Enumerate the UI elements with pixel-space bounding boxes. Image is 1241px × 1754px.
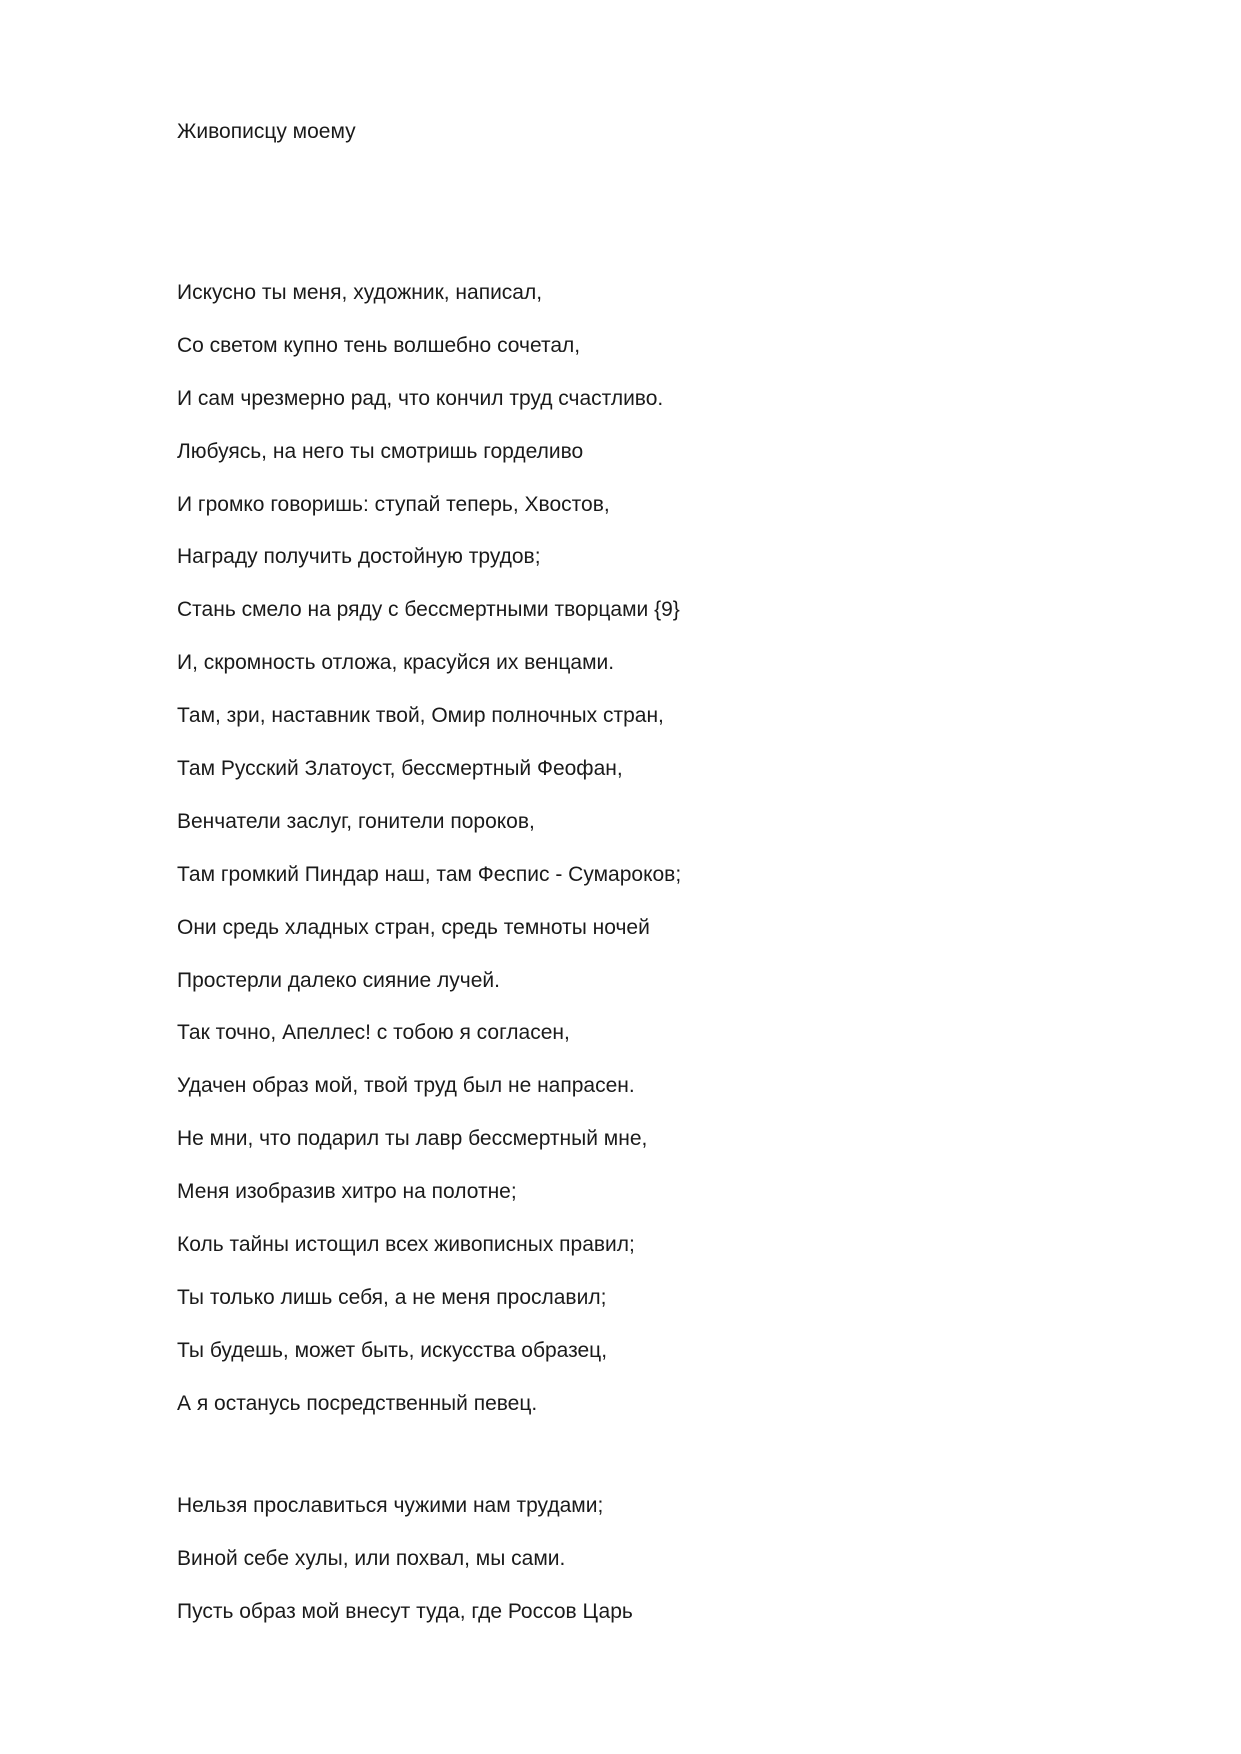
poem-line: А я останусь посредственный певец. [177,1391,538,1415]
poem-title: Живописцу моему [177,120,356,143]
poem-line: Со светом купно тень волшебно сочетал, [177,333,581,357]
poem-line: Меня изобразив хитро на полотне; [177,1180,517,1204]
poem-line: Ты только лишь себя, а не меня прославил; [177,1285,607,1309]
poem-line: Искусно ты меня, художник, написал, [177,281,543,304]
poem-line: Стань смело на ряду с бессмертными творцами {9} [177,598,680,622]
poem-line: Так точно, Апеллес! с тобою я согласен, [177,1021,570,1045]
poem-line: Простерли далеко сияние лучей. [177,968,500,992]
poem-line: Там Русский Златоуст, бессмертный Феофан, [177,757,623,781]
poem-line: И, скромность отложа, красуйся их венцами. [177,651,615,675]
poem-line: И сам чрезмерно рад, что кончил труд счастливо. [177,386,664,410]
poem-line: И громко говоришь: ступай теперь, Хвостов, [177,492,610,516]
poem-line: Нельзя прославиться чужими нам трудами; [177,1494,604,1517]
poem-line: Они средь хладных стран, средь темноты ночей [177,915,650,939]
poem-line: Виной себе хулы, или похвал, мы сами. [177,1546,566,1570]
poem-line: Любуясь, на него ты смотришь горделиво [177,439,584,463]
poem-line: Там громкий Пиндар наш, там Феспис - Сумароков; [177,862,682,886]
poem-stanza-2 [177,1491,633,1650]
poem-stanza-1 [177,278,681,1442]
poem-line: Награду получить достойную трудов; [177,545,541,569]
poem-line: Там, зри, наставник твой, Омир полночных стран, [177,704,664,728]
poem-line: Коль тайны истощил всех живописных правил; [177,1233,635,1257]
poem-line: Пусть образ мой внесут туда, где Россов Царь [177,1599,633,1623]
poem-line: Венчатели заслуг, гонители пороков, [177,809,535,833]
poem-line: Ты будешь, может быть, искусства образец, [177,1338,608,1362]
poem-line: Не мни, что подарил ты лавр бессмертный мне, [177,1127,648,1151]
poem-line: Удачен образ мой, твой труд был не напрасен. [177,1074,635,1098]
